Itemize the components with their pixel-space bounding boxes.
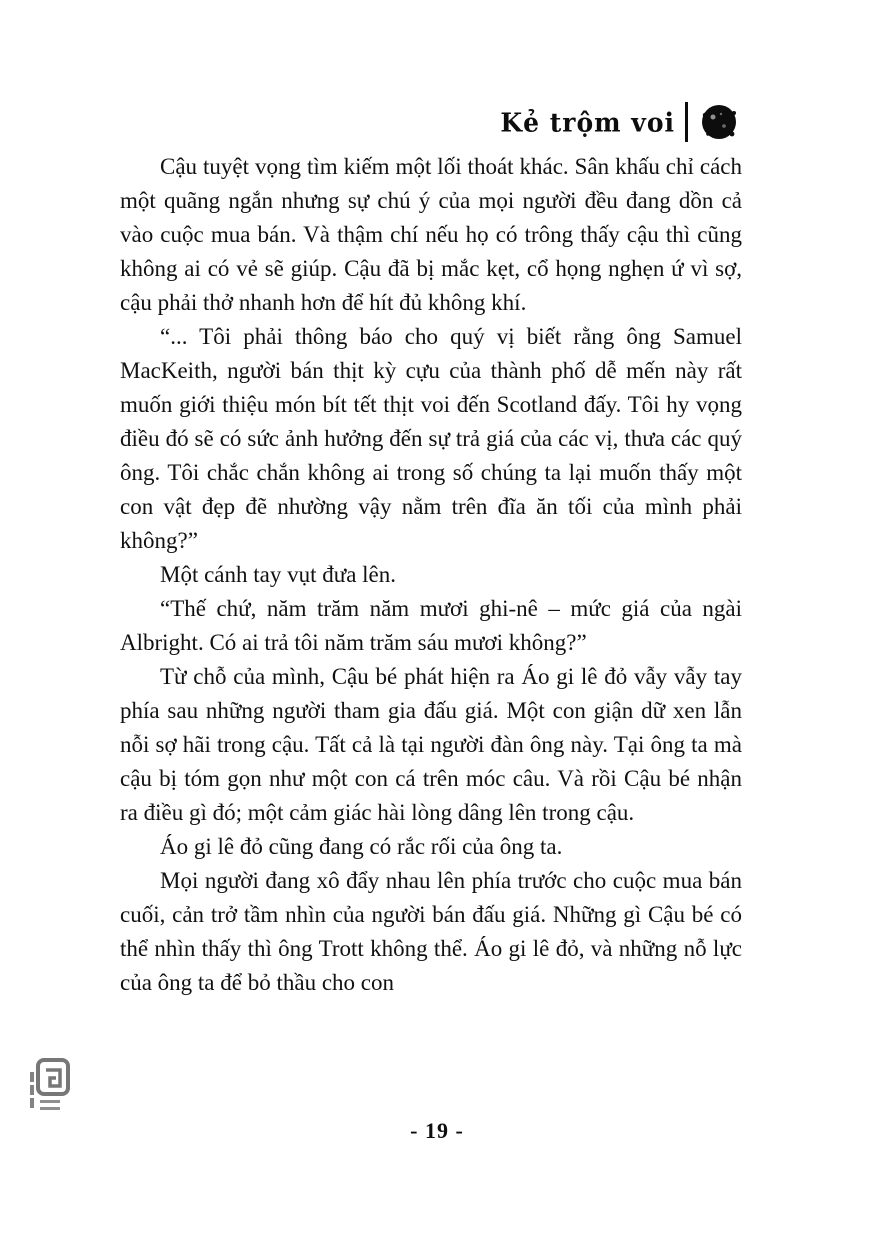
page-number: - 19 - — [410, 1118, 464, 1143]
page-header — [500, 100, 740, 144]
paragraph: “Thế chứ, năm trăm năm mươi ghi-nê – mức giá của ngài Albright. Có ai trả tôi năm trăm sáu mươi không?” — [120, 596, 742, 655]
body-text — [120, 150, 742, 1000]
paragraph: “... Tôi phải thông báo cho quý vị biết rằng ông Samuel MacKeith, người bán thịt kỳ cựu của thành phố dễ mến này rất muốn giới thiệu món bít tết thịt voi đến Scotland đấy. Tôi hy vọng điều đó sẽ có sức ảnh hưởng đến sự trả giá của các vị, thưa các quý ông. Tôi chắc chắn không ai trong số chúng ta lại muốn thấy một con vật đẹp đẽ nhường vậy nằm trên đĩa ăn tối của mình phải không?” — [120, 324, 742, 553]
paragraph: Một cánh tay vụt đưa lên. — [160, 562, 397, 587]
paragraph: Áo gi lê đỏ cũng đang có rắc rối của ông ta. — [160, 834, 563, 859]
ink-blot-logo — [698, 101, 740, 143]
paragraph: Cậu tuyệt vọng tìm kiếm một lối thoát khác. Sân khấu chỉ cách một quãng ngắn nhưng sự chú ý của mọi người đều đang dồn cả vào cuộc mua bán. Và thậm chí nếu họ có trông thấy cậu thì cũng không ai có vẻ sẽ giúp. Cậu đã bị mắc kẹt, cổ họng nghẹn ứ vì sợ, cậu phải thở nhanh hơn để hít đủ không khí. — [120, 154, 742, 315]
header-divider — [685, 102, 688, 142]
running-title: Kẻ trộm voi — [500, 106, 675, 138]
paragraph: Mọi người đang xô đẩy nhau lên phía trước cho cuộc mua bán cuối, cản trở tầm nhìn của người bán đấu giá. Những gì Cậu bé có thể nhìn thấy thì ông Trott không thể. Áo gi lê đỏ, và những nỗ lực của ông ta để bỏ thầu cho con — [120, 868, 742, 995]
paragraph: Từ chỗ của mình, Cậu bé phát hiện ra Áo gi lê đỏ vẫy vẫy tay phía sau những người tham gia đấu giá. Một con giận dữ xen lẫn nỗi sợ hãi trong cậu. Tất cả là tại người đàn ông này. Tại ông ta mà cậu bị tóm gọn như một con cá trên móc câu. Và rồi Cậu bé nhận ra điều gì đó; một cảm giác hài lòng dâng lên trong cậu. — [120, 664, 742, 825]
publisher-logo — [26, 1058, 72, 1120]
